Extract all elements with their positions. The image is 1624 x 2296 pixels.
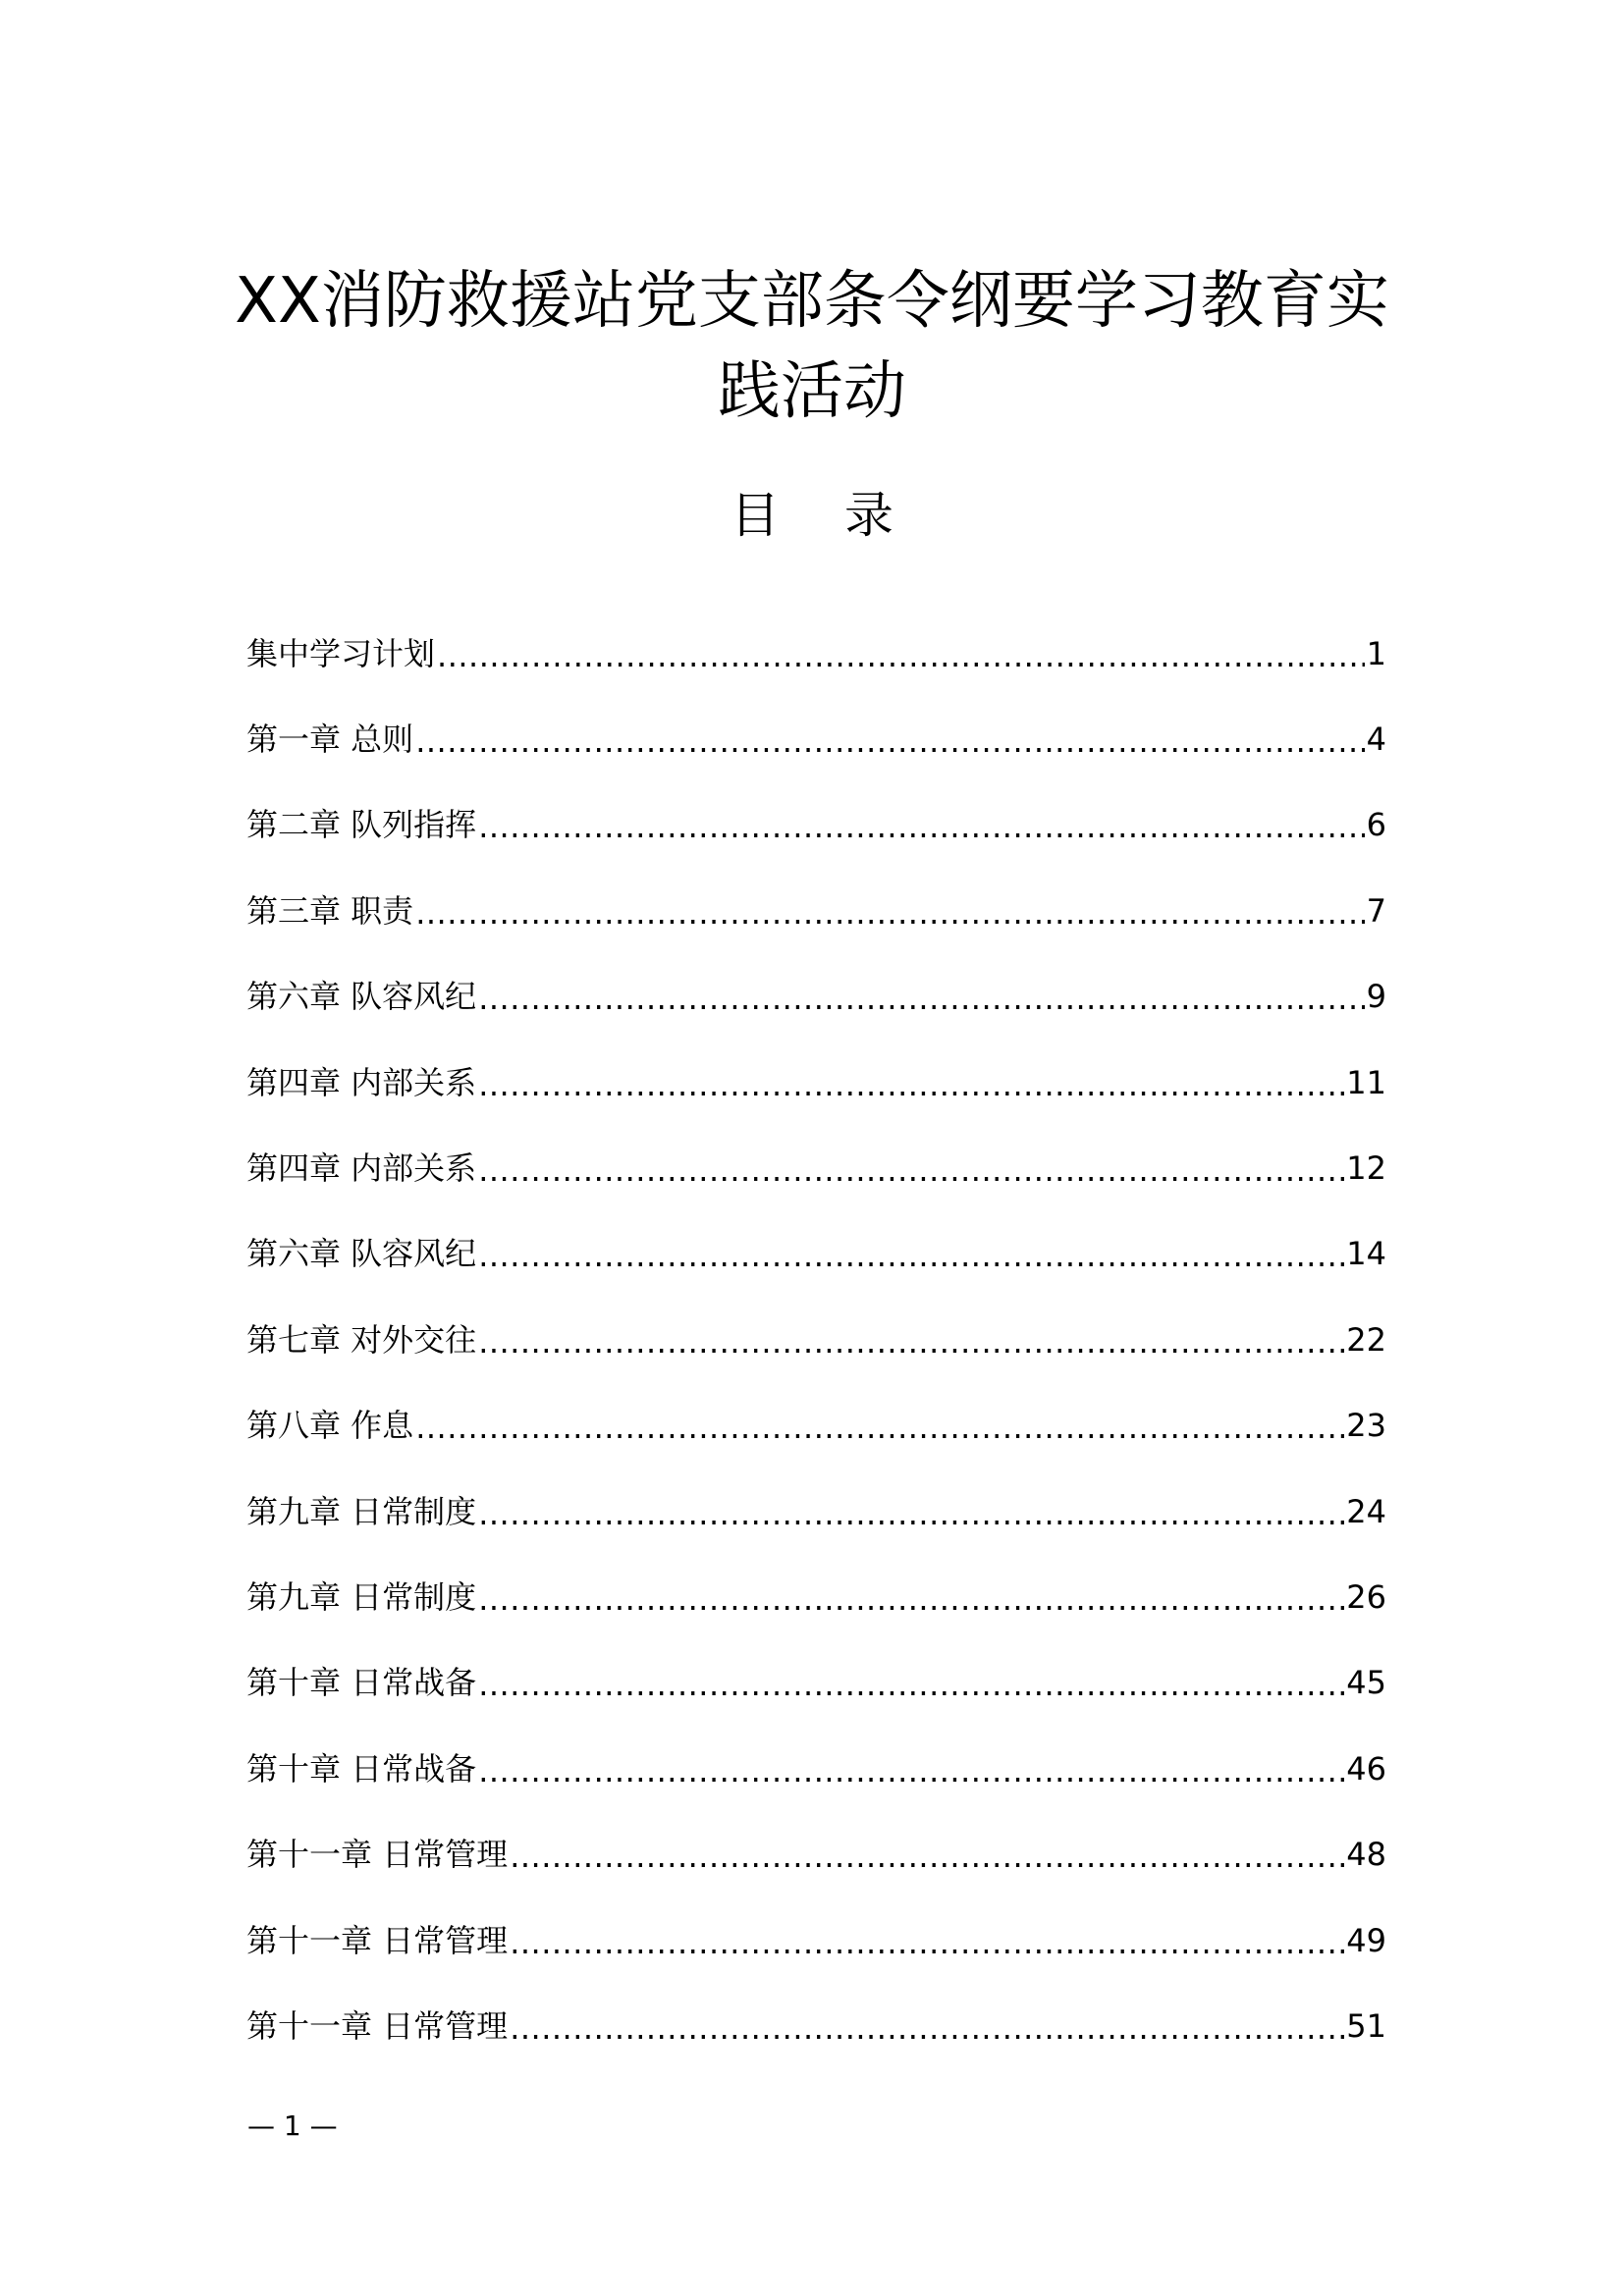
toc-dot-leader	[415, 1408, 1344, 1447]
toc-dot-leader	[478, 1150, 1344, 1190]
toc-entry-page: 24	[1346, 1492, 1386, 1530]
toc-entry[interactable]	[246, 1897, 1386, 1983]
toc-entry-page: 49	[1346, 1921, 1386, 1959]
toc-entry-label: 第七章 对外交往	[246, 1320, 477, 1359]
toc-entry[interactable]	[246, 954, 1386, 1040]
document-title: XX消防救援站党支部条令纲要学习教育实践活动	[235, 264, 1389, 428]
toc-entry-label: 第一章 总则	[246, 721, 414, 759]
toc-dot-leader	[510, 1837, 1344, 1876]
toc-dot-leader	[415, 893, 1364, 933]
toc-entry[interactable]	[246, 1297, 1386, 1382]
toc-entry-label: 第二章 队列指挥	[246, 806, 477, 844]
toc-entry-label: 第六章 队容风纪	[246, 978, 477, 1016]
toc-entry-page: 46	[1346, 1749, 1386, 1788]
toc-entry-page: 1	[1366, 634, 1386, 672]
toc-entry-page: 48	[1346, 1836, 1386, 1874]
page-number-footer: — 1 —	[247, 2109, 338, 2142]
toc-heading-char-1: 目	[731, 487, 780, 544]
toc-entry-page: 12	[1346, 1149, 1386, 1188]
toc-dot-leader	[415, 721, 1364, 761]
toc-entry[interactable]	[246, 1383, 1386, 1468]
toc-entry-page: 22	[1346, 1320, 1386, 1359]
toc-entry[interactable]	[246, 1554, 1386, 1639]
toc-entry-label: 第十一章 日常管理	[246, 1836, 509, 1874]
toc-entry[interactable]	[246, 1983, 1386, 2068]
toc-entry-label: 第十一章 日常管理	[246, 1921, 509, 1959]
toc-entry-label: 第四章 内部关系	[246, 1063, 477, 1101]
toc-entry-label: 第八章 作息	[246, 1407, 414, 1445]
toc-entry-label: 第三章 职责	[246, 891, 414, 930]
table-of-contents	[246, 611, 1386, 2069]
toc-entry-page: 51	[1346, 2006, 1386, 2045]
toc-dot-leader	[478, 1665, 1344, 1704]
toc-entry-label: 第十章 日常战备	[246, 1749, 477, 1788]
toc-entry-label: 集中学习计划	[246, 634, 436, 672]
toc-entry[interactable]	[246, 696, 1386, 781]
toc-entry-page: 4	[1366, 721, 1386, 759]
toc-dot-leader	[478, 1751, 1344, 1790]
toc-entry[interactable]	[246, 868, 1386, 953]
toc-dot-leader	[478, 979, 1364, 1018]
toc-entry[interactable]	[246, 1125, 1386, 1210]
toc-entry-label: 第六章 队容风纪	[246, 1235, 477, 1273]
toc-dot-leader	[510, 2008, 1344, 2048]
toc-heading-char-2: 录	[844, 487, 893, 544]
toc-entry-page: 26	[1346, 1577, 1386, 1616]
toc-dot-leader	[478, 1322, 1344, 1362]
toc-entry[interactable]	[246, 1040, 1386, 1125]
toc-entry[interactable]	[246, 782, 1386, 868]
toc-heading	[0, 481, 1624, 550]
toc-entry[interactable]	[246, 1811, 1386, 1896]
toc-entry-label: 第十章 日常战备	[246, 1664, 477, 1702]
toc-entry-page: 7	[1366, 891, 1386, 930]
toc-dot-leader	[478, 1236, 1344, 1275]
toc-dot-leader	[478, 1065, 1344, 1104]
toc-entry-page: 45	[1346, 1664, 1386, 1702]
toc-entry[interactable]	[246, 1640, 1386, 1726]
toc-dot-leader	[478, 1494, 1344, 1533]
toc-entry[interactable]	[246, 1211, 1386, 1297]
toc-entry-page: 6	[1366, 806, 1386, 844]
toc-entry-page: 23	[1346, 1407, 1386, 1445]
toc-entry-page: 14	[1346, 1235, 1386, 1273]
toc-entry-label: 第四章 内部关系	[246, 1149, 477, 1188]
toc-entry-page: 11	[1346, 1063, 1386, 1101]
toc-dot-leader	[510, 1923, 1344, 1962]
toc-entry-label: 第九章 日常制度	[246, 1492, 477, 1530]
toc-entry[interactable]	[246, 611, 1386, 696]
toc-dot-leader	[478, 807, 1364, 846]
toc-dot-leader	[478, 1579, 1344, 1619]
toc-dot-leader	[437, 636, 1365, 675]
toc-entry[interactable]	[246, 1468, 1386, 1554]
toc-entry[interactable]	[246, 1726, 1386, 1811]
toc-entry-label: 第九章 日常制度	[246, 1577, 477, 1616]
toc-entry-page: 9	[1366, 978, 1386, 1016]
toc-entry-label: 第十一章 日常管理	[246, 2006, 509, 2045]
